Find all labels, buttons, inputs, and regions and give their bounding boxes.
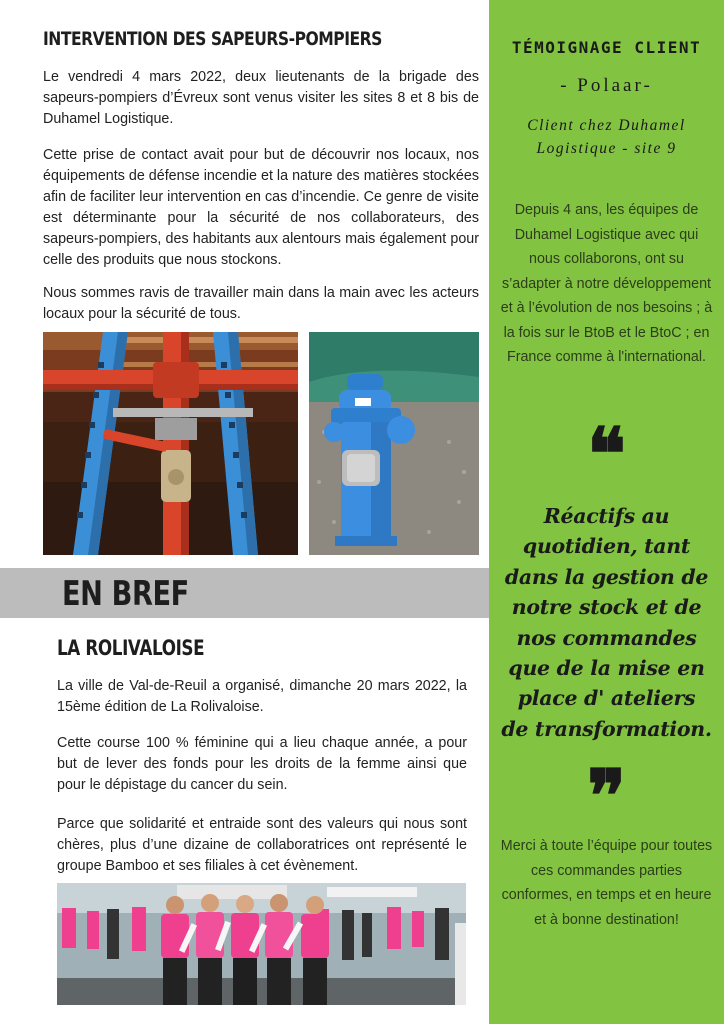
testimonial-quote: Réactifs au quotidien, tant dans la gestion de notre stock et de nos commandes que de la mise en place d' ateliers de transformation. [501, 504, 712, 741]
client-role-line-2: Logistique - site 9 [536, 140, 677, 157]
en-bref-title: EN BREF [62, 574, 189, 614]
quote-open-icon: ❝ [587, 411, 626, 496]
client-role-line-1: Client chez Duhamel [527, 117, 686, 134]
rolivaloise-paragraph-1: La ville de Val-de-Reuil a organisé, dimanche 20 mars 2022, la 15ème édition de La Rolivaloise. [57, 678, 467, 715]
client-name: - Polaar- [560, 75, 653, 96]
rolivaloise-title: LA ROLIVALOISE [57, 636, 205, 660]
intervention-paragraph-3: Nous sommes ravis de travailler main dans la main avec les acteurs locaux pour la sécurité de tous. [43, 285, 479, 322]
testimonial-outro: Merci à toute l’équipe pour toutes ces commandes parties conformes, en temps et en heure et à bonne destination! [500, 838, 713, 928]
testimonial-intro: Depuis 4 ans, les équipes de Duhamel Logistique avec qui nous collaborons, ont su s’adapter à notre développement et à l’évolution de nos besoins ; à la fois sur le BtoB et le BtoC ; en France comme à l'international. [500, 202, 713, 365]
client-role [489, 114, 724, 160]
fire-hydrant-photo [309, 332, 479, 555]
intervention-paragraph-1: Le vendredi 4 mars 2022, deux lieutenants de la brigade des sapeurs-pompiers d’Évreux sont venus visiter les sites 8 et 8 bis de Duhamel Logistique. [43, 69, 479, 127]
testimonial-title: TÉMOIGNAGE CLIENT [511, 38, 702, 57]
intervention-title: INTERVENTION DES SAPEURS-POMPIERS [43, 28, 382, 50]
rolivaloise-runners-photo [57, 883, 466, 1005]
testimonial-sidebar [489, 0, 724, 1024]
intervention-paragraph-2: Cette prise de contact avait pour but de découvrir nos locaux, nos équipements de défense incendie et la nature des matières stockées afin de faciliter leur intervention en cas d’incendie. Ce genre de visite est déterminante pour la sécurité de nos collaborateurs, des sapeurs-pompiers, des habitants aux alentours mais également pour celle des produits que nous stockons. [43, 147, 479, 268]
rolivaloise-paragraph-3: Parce que solidarité et entraide sont des valeurs qui nous sont chères, plus d’une dizaine de collaboratrices ont représenté le groupe Bamboo et ses filiales à cet évènement. [57, 816, 467, 874]
quote-close-icon: ❞ [587, 753, 626, 838]
sprinkler-rack-photo [43, 332, 298, 555]
rolivaloise-paragraph-2: Cette course 100 % féminine qui a lieu chaque année, a pour but de lever des fonds pour les droits de la femme ainsi que pour le dépistage du cancer du sein. [57, 735, 467, 793]
